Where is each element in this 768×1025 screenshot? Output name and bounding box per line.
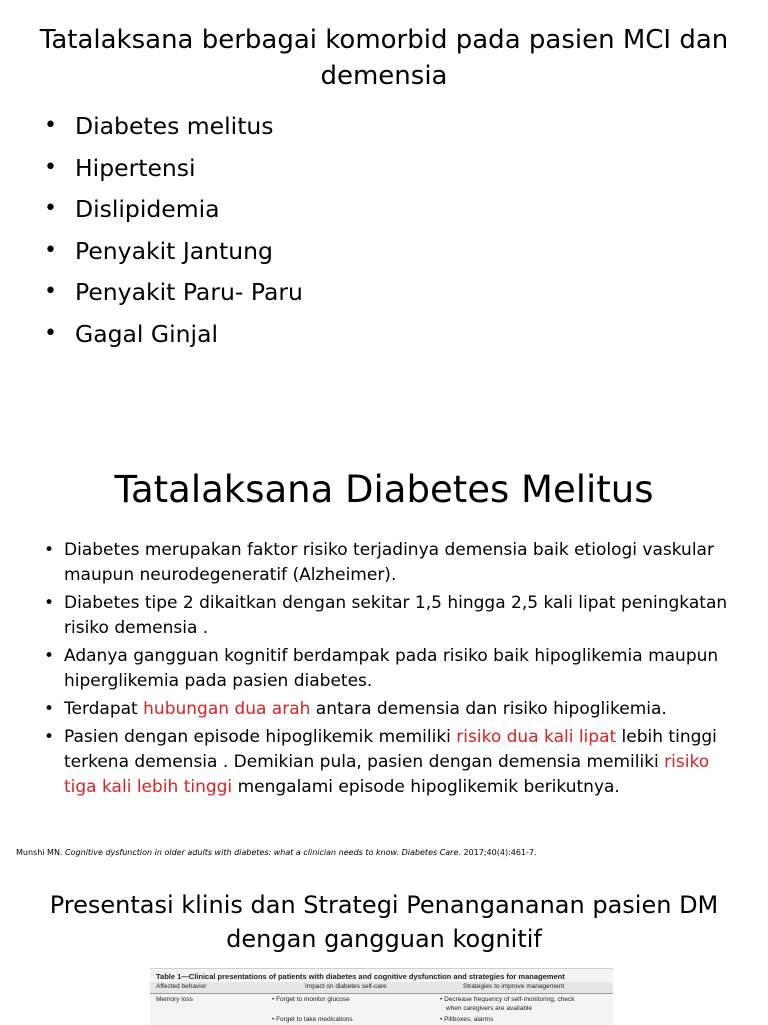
highlighted-text: risiko tiga kali lebih tinggi — [64, 752, 710, 797]
table-header: Strategies to improve management — [463, 983, 565, 990]
list-item: • Diabetes melitus — [44, 108, 303, 150]
text-segment: Terdapat — [64, 699, 144, 719]
table-cell: • Decrease frequency of self-monitoring, check — [440, 996, 575, 1003]
table-caption: Table 1—Clinical presentations of patients with diabetes and cognitive dysfunction and strategies for management — [156, 972, 565, 981]
comorbidity-list — [44, 108, 303, 358]
text-segment: lebih tinggi terkena demensia . Demikian pula, pasien dengan demensia memiliki — [64, 727, 717, 772]
slide-title: Tatalaksana berbagai komorbid pada pasien MCI dan demensia — [39, 25, 729, 91]
list-item: • Diabetes merupakan faktor risiko terjadinya demensia baik etiologi vaskular maupun neurodegeneratif (Alzheimer). — [44, 538, 744, 588]
slide-clinical-presentation — [0, 870, 768, 1024]
text-segment: antara demensia dan risiko hipoglikemia. — [310, 699, 667, 719]
list-item: • Adanya gangguan kognitif berdampak pada risiko baik hipoglikemia maupun hiperglikemia pada pasien diabetes. — [44, 644, 744, 694]
table-cell: • Forget to monitor glucose — [272, 996, 350, 1003]
slide-title: Tatalaksana Diabetes Melitus — [114, 468, 654, 511]
table-header-row — [150, 982, 613, 994]
highlighted-text: hubungan dua arah — [143, 699, 311, 719]
ref-title: Cognitive dysfunction in older adults with diabetes: what a clinician needs to know. Diabetes Care — [65, 848, 459, 857]
list-item: • Dislipidemia — [44, 191, 303, 233]
list-item: • Penyakit Paru- Paru — [44, 274, 303, 316]
list-item: • Gagal Ginjal — [44, 316, 303, 358]
list-item — [44, 725, 744, 800]
table-header: Affected behavior — [156, 983, 207, 990]
table-cell: • Pillboxes, alarms — [440, 1016, 494, 1023]
reference-citation — [16, 848, 537, 857]
diabetes-points-list — [44, 538, 744, 803]
list-item — [44, 697, 744, 722]
list-item: • Diabetes tipe 2 dikaitkan dengan sekitar 1,5 hingga 2,5 kali lipat peningkatan risiko demensia . — [44, 591, 744, 641]
table-cell: Memory loss — [156, 996, 193, 1003]
ref-details: . 2017;40(4):461-7. — [458, 848, 537, 857]
ref-author: Munshi MN. — [16, 848, 66, 857]
slide-diabetes — [0, 440, 768, 860]
text-segment: mengalami episode hipoglikemik berikutnya. — [232, 777, 620, 797]
slide-comorbidities — [0, 0, 768, 400]
clinical-table-image — [150, 968, 613, 1025]
list-item: • Penyakit Jantung — [44, 233, 303, 275]
highlighted-text: risiko dua kali lipat — [456, 727, 617, 747]
table-cell: • Forget to take medications — [272, 1016, 353, 1023]
text-segment: Pasien dengan episode hipoglikemik memiliki — [64, 727, 457, 747]
slide-title: Presentasi klinis dan Strategi Penangananan pasien DM dengan gangguan kognitif — [49, 891, 719, 953]
table-header: Impact on diabetes self-care — [305, 983, 387, 990]
list-item: • Hipertensi — [44, 150, 303, 192]
table-cell: when caregivers are available — [446, 1005, 532, 1012]
